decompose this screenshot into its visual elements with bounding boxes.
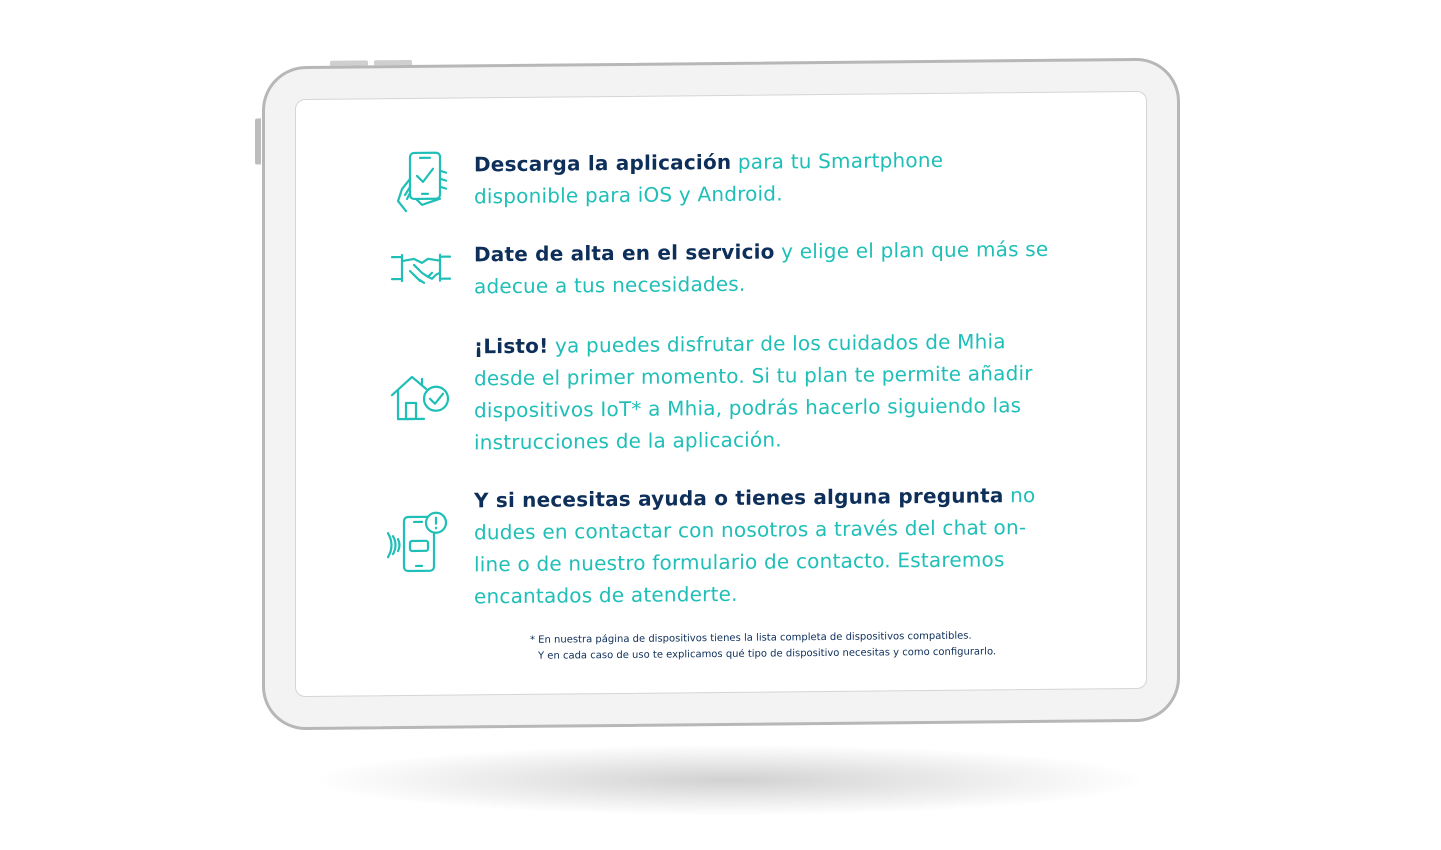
step-signup-body: y elige el plan que más se adecue a tus necesidades. xyxy=(474,236,1049,299)
footnote-line-1: * En nuestra página de dispositivos tienes la lista completa de dispositivos compatibles. xyxy=(530,630,972,646)
step-help xyxy=(388,479,1036,609)
step-signup xyxy=(388,233,1049,299)
step-ready-bold: ¡Listo! xyxy=(474,333,549,359)
step-help-bold: Y si necesitas ayuda o tienes alguna pregunta xyxy=(474,483,1004,513)
tablet-device xyxy=(262,58,1180,731)
step-signup-bold: Date de alta en el servicio xyxy=(474,239,775,267)
step-download-text xyxy=(474,143,1054,213)
step-download-bold: Descarga la aplicación xyxy=(474,149,732,177)
step-ready xyxy=(388,325,1033,455)
step-download-app xyxy=(388,141,988,209)
tablet-screen xyxy=(295,91,1147,697)
tablet-side-button xyxy=(255,118,261,164)
phone-check-hand-icon xyxy=(388,149,454,216)
step-ready-text xyxy=(474,325,1054,459)
house-check-icon xyxy=(388,365,454,432)
handshake-icon xyxy=(388,235,454,302)
step-ready-body: ya puedes disfrutar de los cuidados de Mhia desde el primer momento. Si tu plan te permite añadir dispositivos IoT* a Mhia, podrás hacerlo siguiendo las instrucciones de la aplicación. xyxy=(474,329,1033,455)
step-signup-text xyxy=(474,233,1054,303)
step-help-body: no dudes en contactar con nosotros a través del chat on-line o de nuestro formulario de contacto. Estaremos encantados de atenderte. xyxy=(474,482,1036,609)
footnote xyxy=(530,628,1050,665)
tablet-shadow xyxy=(320,745,1140,815)
step-download-body: para tu Smartphone disponible para iOS y Android. xyxy=(474,147,944,209)
phone-alert-icon xyxy=(382,511,448,578)
step-help-text xyxy=(474,479,1054,613)
footnote-line-2: Y en cada caso de uso te explicamos qué tipo de dispositivo necesitas y como configurarlo. xyxy=(538,646,997,662)
